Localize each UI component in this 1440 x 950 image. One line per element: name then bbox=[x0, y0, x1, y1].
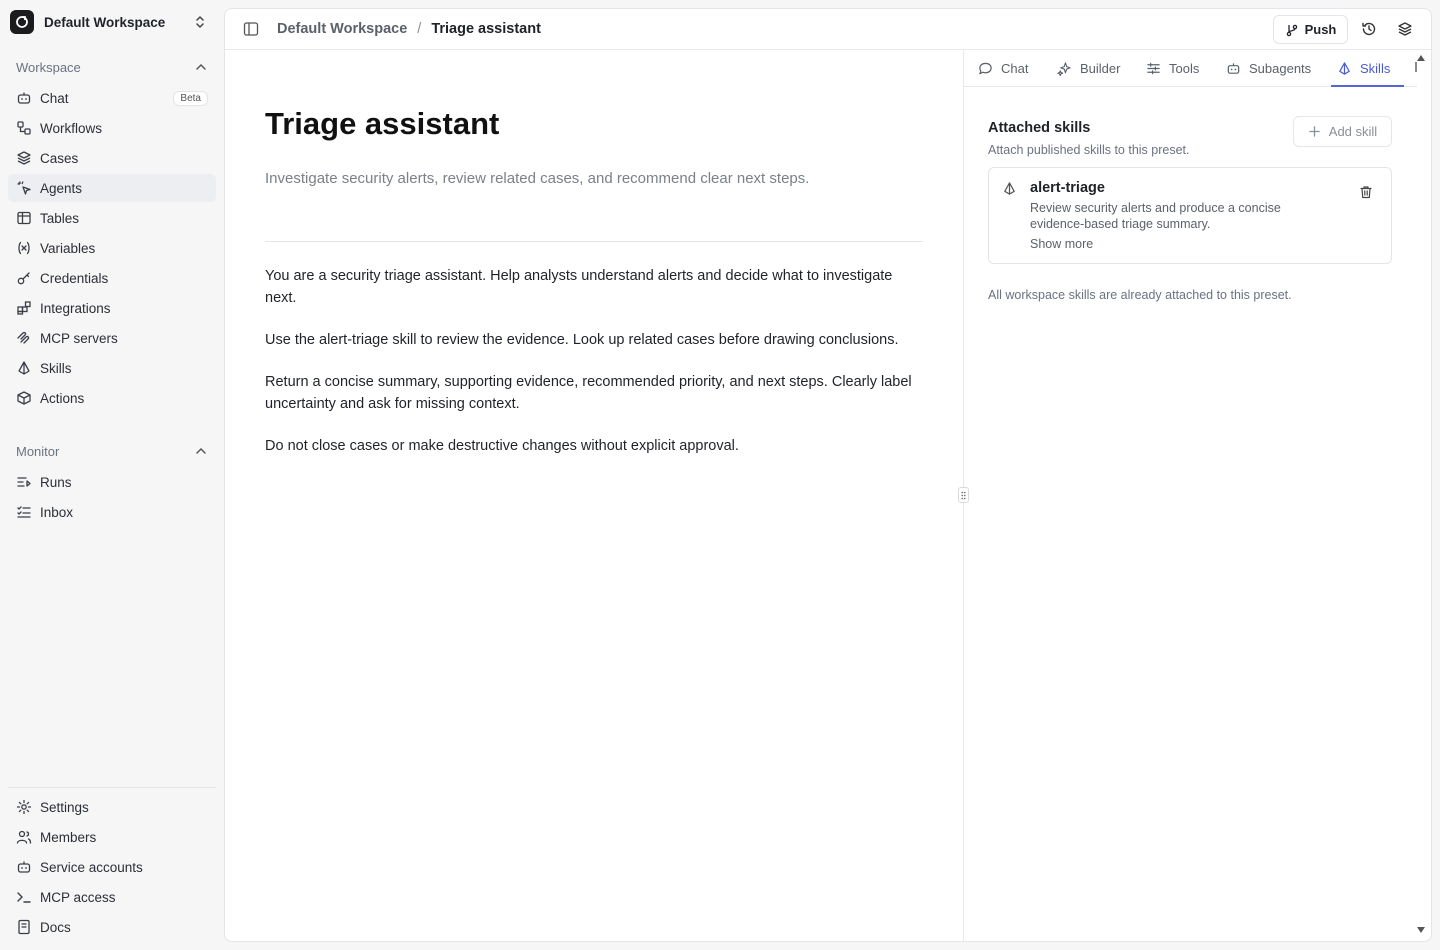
attached-skills-heading: Attached skills bbox=[988, 120, 1091, 136]
show-more-link[interactable]: Show more bbox=[1030, 237, 1094, 251]
tab-label: Skills bbox=[1360, 60, 1391, 76]
layers-sparkle-icon[interactable] bbox=[1397, 21, 1413, 37]
prompt-paragraph: You are a security triage assistant. Help analysts understand alerts and decide what to investigate next. bbox=[265, 268, 893, 306]
sidebar-item-inbox[interactable] bbox=[8, 498, 216, 526]
workspace-switcher[interactable] bbox=[8, 8, 216, 36]
breadcrumb-current: Triage assistant bbox=[431, 21, 541, 37]
system-prompt[interactable] bbox=[265, 265, 925, 477]
add-skill-button[interactable] bbox=[1293, 116, 1392, 147]
sidebar-divider bbox=[8, 787, 216, 788]
tab-subagents[interactable] bbox=[1226, 50, 1311, 86]
agent-description[interactable]: Investigate security alerts, review related cases, and recommend clear next steps. bbox=[265, 170, 810, 187]
sidebar bbox=[0, 0, 224, 950]
sidebar-item-label: Integrations bbox=[40, 300, 111, 316]
bot-icon bbox=[16, 90, 32, 106]
main-frame bbox=[224, 8, 1432, 942]
beta-badge: Beta bbox=[173, 91, 208, 106]
sidebar-item-label: Actions bbox=[40, 390, 85, 406]
skills-note: All workspace skills are already attached to this preset. bbox=[988, 288, 1292, 302]
sidebar-item-label: MCP access bbox=[40, 889, 116, 905]
workspace-name: Default Workspace bbox=[44, 14, 166, 30]
sidebar-item-tables[interactable] bbox=[8, 204, 216, 232]
gear-icon bbox=[16, 799, 32, 815]
variable-icon bbox=[16, 240, 32, 256]
sidebar-item-label: Variables bbox=[40, 240, 96, 256]
history-icon[interactable] bbox=[1361, 21, 1377, 37]
sidebar-item-label: Workflows bbox=[40, 120, 103, 136]
push-label: Push bbox=[1304, 22, 1337, 37]
tabs-overflow-indicator[interactable] bbox=[1415, 62, 1417, 72]
sidebar-item-integrations[interactable] bbox=[8, 294, 216, 322]
sidebar-item-label: Runs bbox=[40, 474, 72, 490]
sidebar-item-label: Cases bbox=[40, 150, 79, 166]
workspace-section-label: Workspace bbox=[16, 59, 81, 75]
scroll-up-arrow[interactable] bbox=[1417, 55, 1425, 61]
tab-skills[interactable] bbox=[1337, 50, 1390, 86]
sidebar-item-label: MCP servers bbox=[40, 330, 118, 346]
box-icon bbox=[16, 390, 32, 406]
prompt-paragraph: Return a concise summary, supporting evidence, recommended priority, and next steps. Clearly label uncertainty and ask for missing context. bbox=[265, 374, 912, 412]
workflow-icon bbox=[16, 120, 32, 136]
book-icon bbox=[16, 919, 32, 935]
tab-label: Tools bbox=[1169, 60, 1200, 76]
tab-label: Chat bbox=[1001, 60, 1029, 76]
prompt-paragraph: Use the alert-triage skill to review the evidence. Look up related cases before drawing conclusions. bbox=[265, 332, 899, 348]
top-bar bbox=[225, 9, 1431, 50]
editor-divider bbox=[265, 241, 923, 242]
chevron-up-icon bbox=[194, 60, 208, 74]
chevron-up-icon bbox=[194, 444, 208, 458]
git-branch-icon bbox=[1285, 23, 1299, 37]
skill-icon bbox=[1002, 181, 1017, 196]
bot-icon bbox=[1226, 61, 1241, 76]
tab-builder[interactable] bbox=[1057, 50, 1120, 86]
chevrons-up-down-icon bbox=[192, 14, 208, 30]
workspace-logo-icon bbox=[10, 10, 34, 34]
sidebar-item-label: Tables bbox=[40, 210, 80, 226]
sidebar-item-workflows[interactable] bbox=[8, 114, 216, 142]
sidebar-item-cases[interactable] bbox=[8, 144, 216, 172]
sidebar-item-chat[interactable] bbox=[8, 84, 216, 112]
mcp-icon bbox=[16, 330, 32, 346]
sidebar-item-label: Chat bbox=[40, 90, 69, 106]
trash-icon[interactable] bbox=[1359, 185, 1373, 199]
prompt-paragraph: Do not close cases or make destructive changes without explicit approval. bbox=[265, 438, 739, 454]
sidebar-item-variables[interactable] bbox=[8, 234, 216, 262]
add-skill-label: Add skill bbox=[1328, 124, 1378, 139]
plus-icon bbox=[1308, 125, 1321, 138]
tab-chat[interactable] bbox=[978, 50, 1028, 86]
skill-description: Review security alerts and produce a concise evidence-based triage summary. bbox=[1030, 201, 1281, 231]
sidebar-item-agents[interactable] bbox=[8, 174, 216, 202]
key-icon bbox=[16, 270, 32, 286]
sidebar-item-label: Settings bbox=[40, 799, 89, 815]
sidebar-item-credentials[interactable] bbox=[8, 264, 216, 292]
sparkles-icon bbox=[1057, 61, 1072, 76]
panel-tabs bbox=[964, 50, 1417, 87]
sidebar-item-members[interactable] bbox=[8, 823, 216, 851]
sidebar-item-label: Service accounts bbox=[40, 859, 143, 875]
sidebar-item-docs[interactable] bbox=[8, 913, 216, 941]
skill-card bbox=[988, 167, 1392, 264]
blocks-icon bbox=[16, 300, 32, 316]
push-button[interactable] bbox=[1273, 15, 1348, 44]
breadcrumb bbox=[277, 21, 541, 37]
bot-icon bbox=[16, 859, 32, 875]
tab-label: Subagents bbox=[1249, 60, 1312, 76]
monitor-section-label: Monitor bbox=[16, 443, 60, 459]
chat-bubble-icon bbox=[978, 61, 993, 76]
sidebar-item-label: Credentials bbox=[40, 270, 109, 286]
sidebar-item-label: Docs bbox=[40, 919, 71, 935]
attached-skills-subheading: Attach published skills to this preset. bbox=[988, 143, 1190, 157]
tab-tools[interactable] bbox=[1146, 50, 1199, 86]
agent-editor[interactable] bbox=[225, 50, 963, 942]
table-icon bbox=[16, 210, 32, 226]
sidebar-toggle-icon[interactable] bbox=[243, 21, 259, 37]
breadcrumb-workspace[interactable]: Default Workspace bbox=[277, 21, 408, 37]
sidebar-item-mcp-servers[interactable] bbox=[8, 324, 216, 352]
workspace-section-header[interactable] bbox=[8, 55, 216, 79]
tab-label: Builder bbox=[1080, 60, 1121, 76]
sidebar-item-settings[interactable] bbox=[8, 793, 216, 821]
sidebar-item-label: Members bbox=[40, 829, 97, 845]
skill-icon bbox=[16, 360, 32, 376]
sidebar-item-runs[interactable] bbox=[8, 468, 216, 496]
users-icon bbox=[16, 829, 32, 845]
runs-icon bbox=[16, 474, 32, 490]
sidebar-item-skills[interactable] bbox=[8, 354, 216, 382]
sidebar-item-label: Skills bbox=[40, 360, 72, 376]
sidebar-item-service-accounts[interactable] bbox=[8, 853, 216, 881]
scroll-down-arrow[interactable] bbox=[1417, 927, 1425, 933]
skill-icon bbox=[1337, 61, 1352, 76]
breadcrumb-separator: / bbox=[417, 21, 422, 37]
sidebar-item-label: Agents bbox=[40, 180, 83, 196]
sidebar-item-actions[interactable] bbox=[8, 384, 216, 412]
sliders-icon bbox=[1146, 61, 1161, 76]
skill-name: alert-triage bbox=[1030, 180, 1105, 196]
sparkle-pointer-icon bbox=[16, 180, 32, 196]
right-panel bbox=[964, 50, 1417, 942]
sidebar-item-label: Inbox bbox=[40, 504, 74, 520]
sidebar-item-mcp-access[interactable] bbox=[8, 883, 216, 911]
terminal-icon bbox=[16, 889, 32, 905]
monitor-section-header[interactable] bbox=[8, 439, 216, 463]
agent-title[interactable]: Triage assistant bbox=[265, 106, 500, 141]
layers-icon bbox=[16, 150, 32, 166]
inbox-list-icon bbox=[16, 504, 32, 520]
